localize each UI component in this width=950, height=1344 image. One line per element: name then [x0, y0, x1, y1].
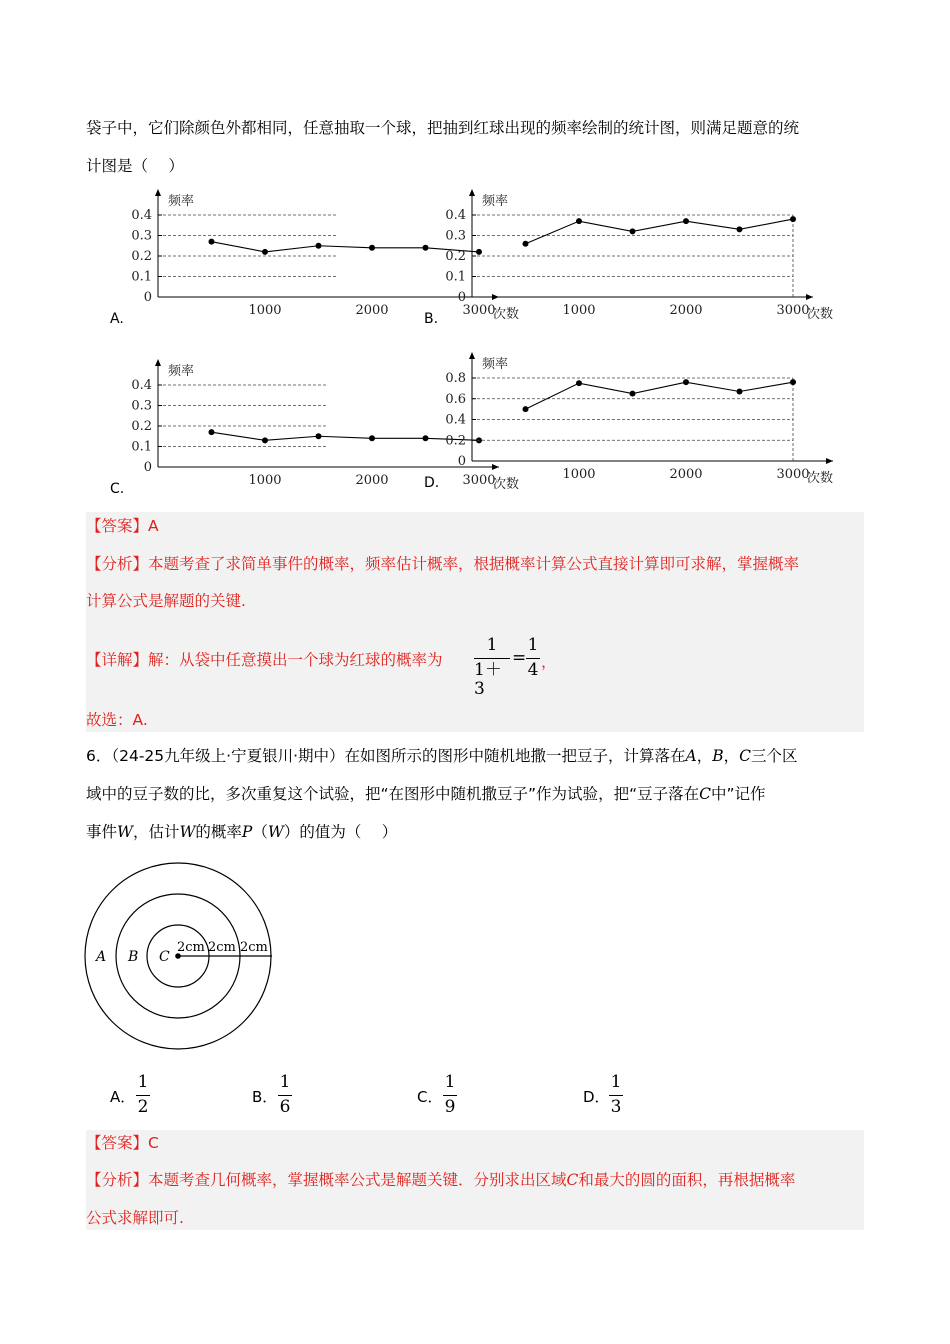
- var-b: B: [712, 747, 724, 765]
- y-tick-label: 0: [143, 290, 152, 305]
- x-tick-label: 3000: [776, 467, 810, 482]
- q6-line-3: [86, 822, 397, 842]
- x-axis-title: 次数: [807, 307, 834, 322]
- option-label: D.: [424, 475, 440, 491]
- option-c-fraction: [443, 1073, 457, 1117]
- q6-line-1-text: 6．（24-25九年级上·宁夏银川·期中）在如图所示的图形中随机地撒一把豆子，计算落在: [86, 747, 686, 765]
- q5-line-1: 袋子中，它们除颜色外都相同，任意抽取一个球，把抽到红球出现的频率绘制的统计图，则满足题意的统: [86, 119, 800, 137]
- q5-line-2: 计图是（ ）: [86, 157, 184, 175]
- q6-line-2-end: 中”记作: [710, 785, 766, 803]
- data-point: [576, 380, 582, 386]
- var-p: P: [241, 823, 253, 841]
- data-point: [209, 429, 215, 435]
- option-d-letter: D．: [583, 1088, 610, 1106]
- radius-label-1: 2cm: [177, 940, 205, 955]
- q6-analysis-2: 公式求解即可.: [86, 1209, 184, 1227]
- y-axis-title: 频率: [482, 194, 509, 209]
- detail-tag: 【详解】: [86, 651, 149, 669]
- q6-line-1: [86, 746, 798, 766]
- y-axis-title: 频率: [168, 194, 195, 209]
- option-a-letter: A．: [110, 1088, 136, 1106]
- y-tick-label: 0: [143, 460, 152, 475]
- answer-tag: 【答案】: [86, 517, 149, 535]
- answer-box-q5: [86, 512, 864, 732]
- q6-analysis-1: [86, 1170, 795, 1190]
- var-w: W: [267, 823, 284, 841]
- option-b-letter: B．: [252, 1088, 278, 1106]
- y-tick-label: 0.4: [131, 208, 152, 223]
- data-point: [523, 241, 529, 247]
- equals-sign: =: [512, 648, 527, 668]
- q6-line-2: [86, 784, 766, 804]
- x-tick-label: 2000: [669, 303, 703, 318]
- answer-value: C: [148, 1134, 159, 1152]
- detail-text: 解：从袋中任意摸出一个球为红球的概率为: [148, 651, 443, 669]
- y-axis-arrow: [155, 189, 161, 196]
- y-tick-label: 0.8: [445, 371, 466, 386]
- data-point: [630, 391, 636, 397]
- analysis-tag: 【分析】: [86, 555, 149, 573]
- data-point: [630, 228, 636, 234]
- data-point: [262, 437, 268, 443]
- x-axis-title: 次数: [493, 477, 520, 492]
- var-a: A: [685, 747, 697, 765]
- y-tick-label: 0.3: [131, 228, 152, 244]
- analysis-text: 本题考查几何概率，掌握概率公式是解题关键．分别求出区域: [148, 1171, 567, 1189]
- x-axis-title: 次数: [493, 307, 520, 322]
- data-point: [316, 433, 322, 439]
- data-point: [369, 435, 375, 441]
- x-tick-label: 2000: [355, 473, 389, 488]
- y-tick-label: 0.1: [131, 439, 152, 455]
- x-tick-label: 3000: [462, 473, 496, 488]
- x-tick-label: 2000: [355, 303, 389, 318]
- x-tick-label: 1000: [562, 467, 596, 482]
- y-tick-label: 0: [457, 454, 466, 469]
- y-tick-label: 0.2: [131, 419, 152, 434]
- x-tick-label: 1000: [562, 303, 596, 318]
- q5-conclusion: 故选：A.: [86, 711, 148, 729]
- denominator: 9: [444, 1097, 456, 1117]
- data-point: [316, 243, 322, 249]
- analysis-tag: 【分析】: [86, 1171, 149, 1189]
- y-tick-label: 0.1: [445, 269, 466, 285]
- y-tick-label: 0.6: [445, 391, 466, 407]
- fraction-1-over-1-plus-3: [474, 636, 510, 699]
- y-tick-label: 0.4: [445, 412, 466, 428]
- x-axis-arrow: [826, 458, 833, 464]
- region-label-c: C: [159, 949, 170, 965]
- data-point: [683, 379, 689, 385]
- fraction-numerator: 1: [486, 635, 498, 655]
- data-point: [576, 218, 582, 224]
- numerator: 1: [610, 1072, 622, 1092]
- y-tick-label: 0.3: [445, 228, 466, 244]
- q5-answer: [86, 516, 159, 536]
- data-point: [523, 406, 529, 412]
- y-axis-title: 频率: [168, 364, 195, 379]
- fraction-denominator: 4: [527, 660, 539, 680]
- var-c: C: [566, 1171, 579, 1189]
- data-point: [683, 218, 689, 224]
- numerator: 1: [279, 1072, 291, 1092]
- detail-comma: ，: [541, 653, 557, 671]
- data-point: [790, 216, 796, 222]
- data-point: [790, 379, 796, 385]
- y-tick-label: 0.4: [131, 378, 152, 393]
- paren: （: [252, 823, 268, 841]
- y-tick-label: 0.1: [131, 269, 152, 285]
- fraction-denominator: 1＋3: [474, 660, 502, 699]
- region-label-a: A: [96, 949, 107, 965]
- analysis-text-end: 和最大的圆的面积，再根据概率: [578, 1171, 796, 1189]
- data-point: [262, 249, 268, 255]
- q6-line-3-text: ，估计: [132, 823, 180, 841]
- sep: ，: [723, 747, 740, 765]
- x-tick-label: 3000: [776, 303, 810, 318]
- y-axis-arrow: [469, 352, 475, 359]
- q6-line-3-end: ）的值为（ ）: [283, 823, 398, 841]
- x-axis-title: 次数: [807, 471, 834, 486]
- y-tick-label: 0.2: [131, 249, 152, 264]
- x-tick-label: 3000: [462, 303, 496, 318]
- option-a-fraction: [136, 1073, 150, 1117]
- series-line: [526, 382, 794, 409]
- concentric-circles-figure: [84, 862, 284, 1054]
- chart-option-b: [400, 180, 834, 330]
- option-label: B.: [424, 311, 439, 327]
- data-point: [737, 388, 743, 394]
- option-b-fraction: [278, 1073, 292, 1117]
- y-axis-title: 频率: [482, 357, 509, 372]
- numerator: 1: [444, 1072, 456, 1092]
- x-tick-label: 1000: [248, 473, 282, 488]
- analysis-text: 本题考查了求简单事件的概率，频率估计概率，根据概率计算公式直接计算即可求解，掌握概率: [148, 555, 800, 573]
- var-c: C: [699, 785, 711, 803]
- q6-answer: [86, 1133, 159, 1153]
- option-c-letter: C．: [417, 1088, 443, 1106]
- answer-value: A: [148, 517, 159, 535]
- answer-tag: 【答案】: [86, 1134, 149, 1152]
- option-label: C.: [110, 481, 125, 497]
- fraction-numerator: 1: [527, 635, 539, 655]
- chart-option-d: [400, 340, 834, 500]
- region-label-b: B: [128, 949, 139, 965]
- option-d-fraction: [609, 1073, 623, 1117]
- radius-label-3: 2cm: [240, 940, 268, 955]
- data-point: [737, 226, 743, 232]
- radius-label-2: 2cm: [208, 940, 236, 955]
- data-point: [209, 239, 215, 245]
- denominator: 6: [279, 1097, 291, 1117]
- series-line: [526, 219, 794, 244]
- q6-line-3-text: 的概率: [195, 823, 242, 841]
- q5-analysis-2: 计算公式是解题的关键.: [86, 592, 246, 610]
- denominator: 3: [610, 1097, 622, 1117]
- x-tick-label: 2000: [669, 467, 703, 482]
- y-tick-label: 0: [457, 290, 466, 305]
- var-w: W: [179, 823, 196, 841]
- x-axis-arrow: [806, 294, 813, 300]
- y-tick-label: 0.3: [131, 398, 152, 414]
- y-tick-label: 0.4: [445, 208, 466, 223]
- chart-option-a: [86, 180, 520, 330]
- y-axis-arrow: [155, 359, 161, 366]
- y-axis-arrow: [469, 189, 475, 196]
- fraction-1-over-4: [526, 636, 540, 680]
- var-c: C: [739, 747, 752, 765]
- q5-detail: [86, 650, 443, 670]
- y-tick-label: 0.2: [445, 249, 466, 264]
- denominator: 2: [137, 1097, 149, 1117]
- sep: ，: [696, 747, 713, 765]
- q6-line-1-end: 三个区: [751, 747, 798, 765]
- q6-line-3-text: 事件: [86, 823, 118, 841]
- data-point: [369, 245, 375, 251]
- q6-line-2-text: 域中的豆子数的比，多次重复这个试验，把“在图形中随机撒豆子”作为试验，把“豆子落在: [86, 785, 700, 803]
- x-tick-label: 1000: [248, 303, 282, 318]
- y-tick-label: 0.2: [445, 433, 466, 449]
- numerator: 1: [137, 1072, 149, 1092]
- option-label: A.: [110, 311, 124, 327]
- q5-analysis-1: [86, 554, 799, 574]
- var-w: W: [117, 823, 133, 841]
